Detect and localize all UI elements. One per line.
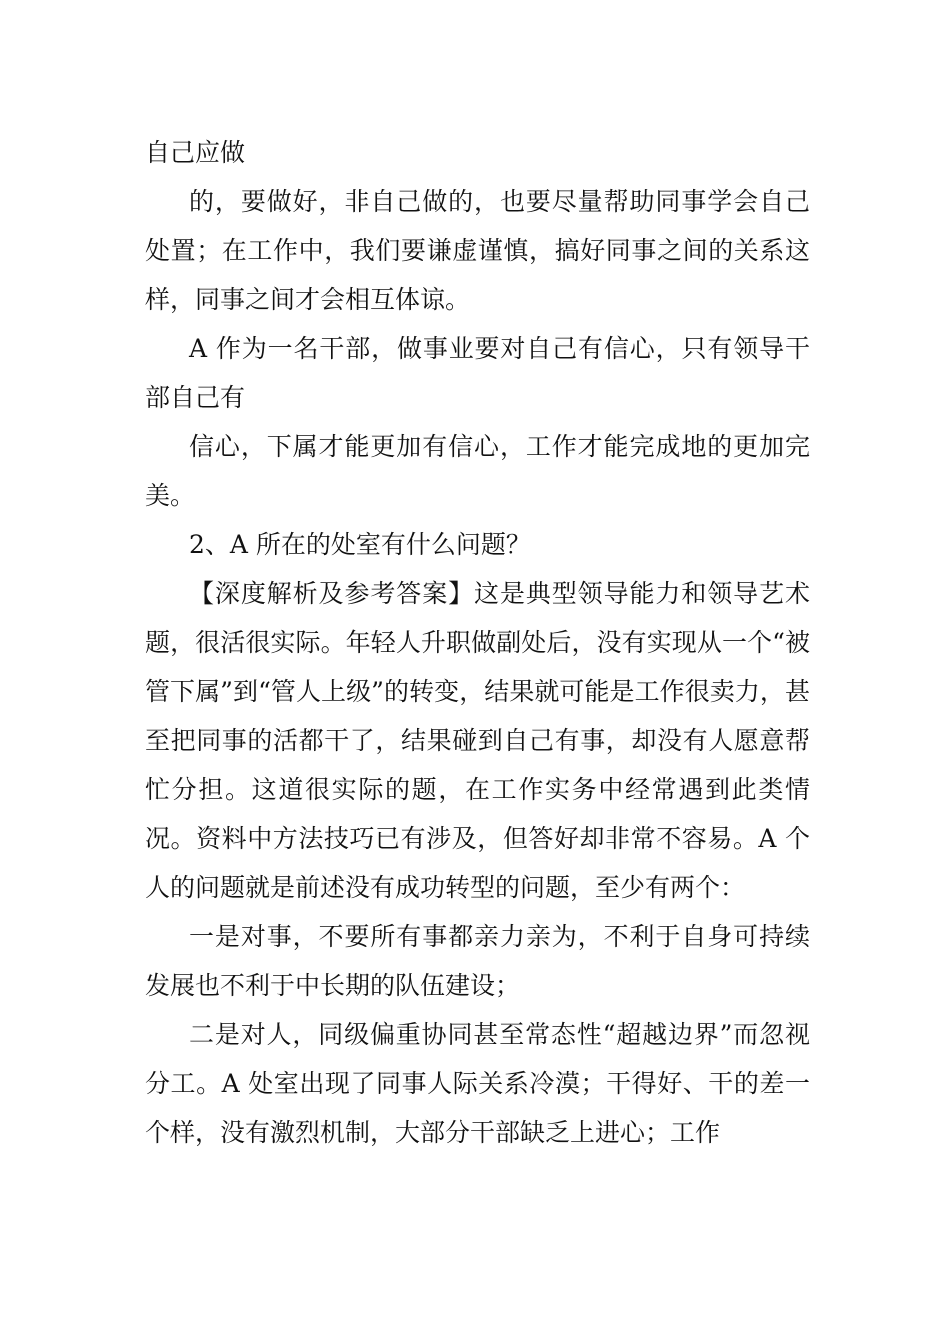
paragraph: 一是对事，不要所有事都亲力亲为，不利于自身可持续发展也不利于中长期的队伍建设； bbox=[145, 922, 810, 1000]
question-heading: 2、A 所在的处室有什么问题？ bbox=[189, 530, 531, 559]
paragraph: 信心，下属才能更加有信心，工作才能完成地的更加完美。 bbox=[145, 432, 810, 510]
paragraph: 【深度解析及参考答案】这是典型领导能力和领导艺术题，很活很实际。年轻人升职做副处后，没有实现从一个“被管下属”到“管人上级”的转变，结果就可能是工作很卖力，甚至把同事的活都干了，结果碰到自己有事，却没有人愿意帮忙分担。这道很实际的题，在工作实务中经常遇到此类情况。资料中方法技巧已有涉及，但答好却非常不容易。A 个人的问题就是前述没有成功转型的问题，至少有两个： bbox=[145, 579, 810, 902]
paragraph: 的，要做好，非自己做的，也要尽量帮助同事学会自己处置；在工作中，我们要谦虚谨慎，搞好同事之间的关系这样，同事之间才会相互体谅。 bbox=[145, 187, 810, 314]
paragraph: 自己应做 bbox=[145, 138, 246, 167]
paragraph: 二是对人，同级偏重协同甚至常态性“超越边界”而忽视分工。A 处室出现了同事人际关系冷漠；干得好、干的差一个样，没有激烈机制，大部分干部缺乏上进心；工作 bbox=[145, 1020, 810, 1147]
document-body bbox=[145, 128, 810, 1157]
paragraph: A 作为一名干部，做事业要对自己有信心，只有领导干部自己有 bbox=[145, 334, 810, 412]
